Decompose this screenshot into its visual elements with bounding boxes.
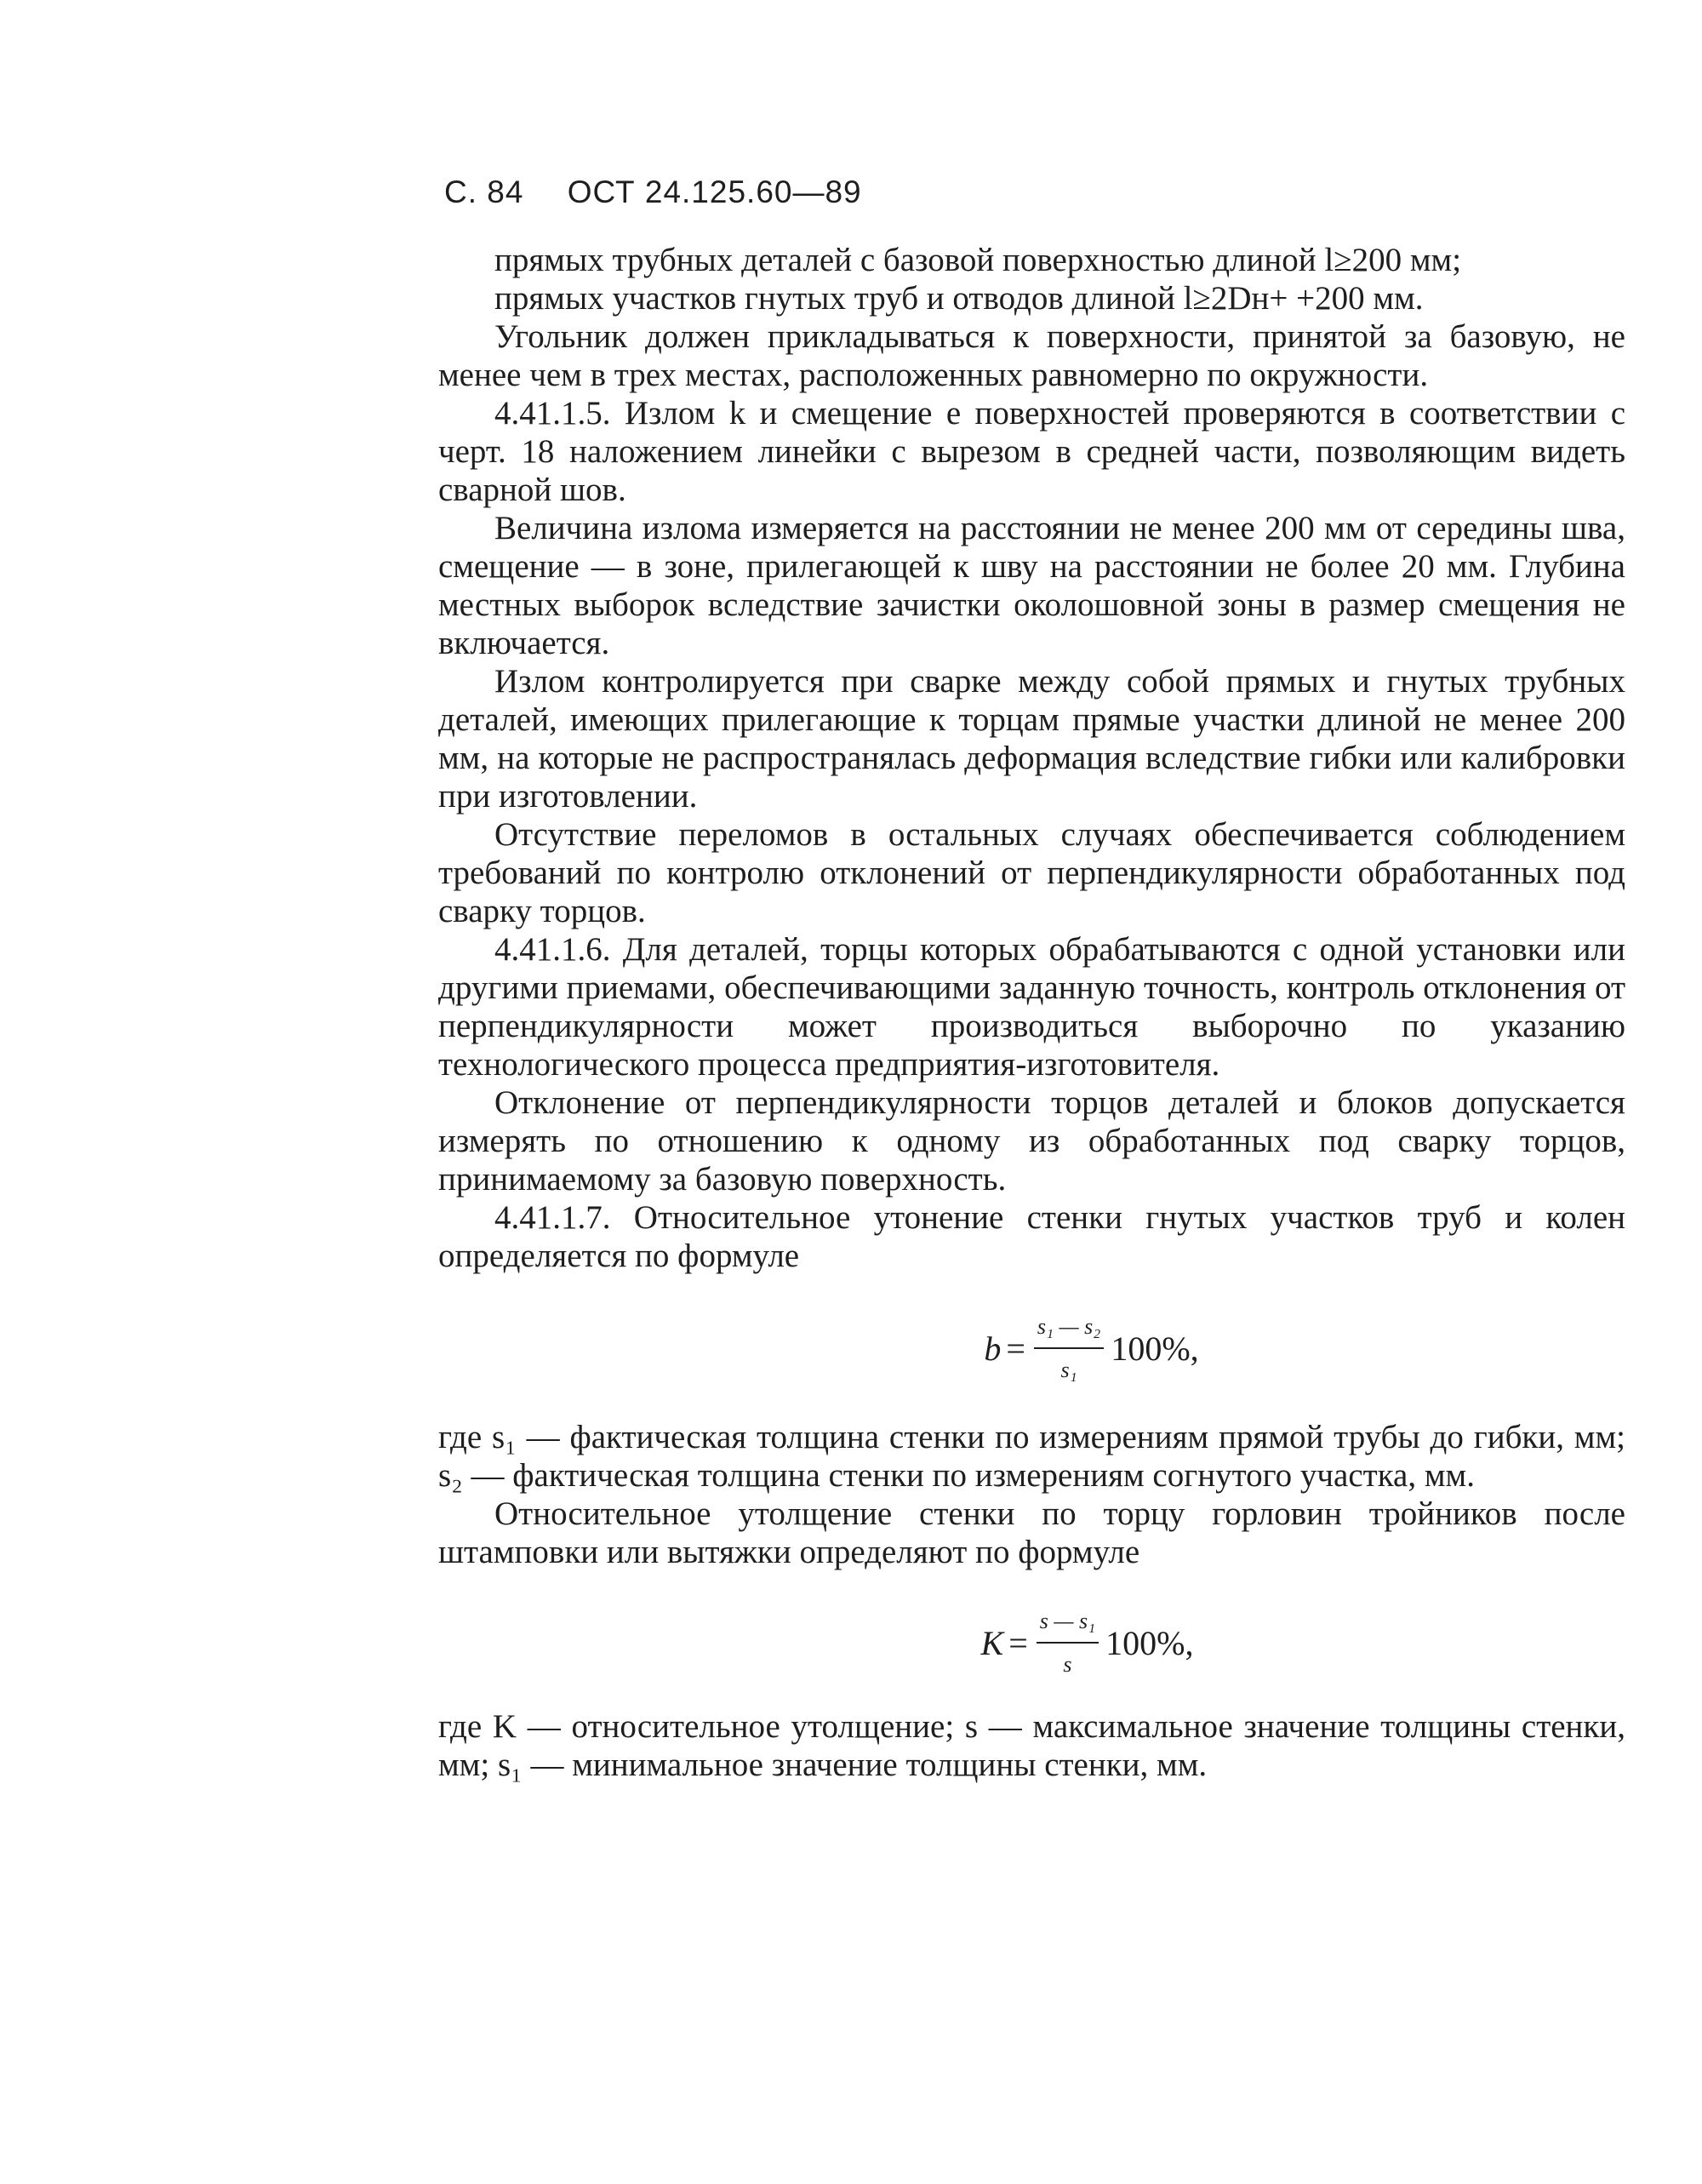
formula-lhs: K [980,1623,1004,1662]
paragraph: где s₁ — фактическая толщина стенки по измерениям прямой трубы до гибки, мм; s₂ — фактическая толщина стенки по измерениям согнутого участка, мм. [438,1419,1625,1494]
body-text [438,241,1625,1784]
page-number: С. 84 [444,174,524,209]
document-code: ОСТ 24.125.60—89 [567,174,862,209]
formula-denominator: s [1063,1652,1072,1677]
paragraph: Угольник должен прикладываться к поверхности, принятой за базовую, не менее чем в трех местах, расположенных равномерно по окружности. [438,318,1625,393]
paragraph: прямых участков гнутых труб и отводов длиной l≥2Dн+ +200 мм. [494,280,1424,317]
formula-thinning [438,1307,1625,1389]
paragraph: Величина излома измеряется на расстоянии не менее 200 мм от середины шва, смещение — в зоне, прилегающей к шву на расстоянии не более 20 мм. Глубина местных выборок вследствие зачистки околошовной зоны в размер смещения не включается. [438,510,1625,661]
paragraph: 4.41.1.7. Относительное утонение стенки гнутых участков труб и колен определяется по формуле [438,1199,1625,1274]
formula-denominator: s₁ [1060,1358,1077,1382]
paragraph: где K — относительное утолщение; s — максимальное значение толщины стенки, мм; s₁ — минимальное значение толщины стенки, мм. [438,1708,1625,1783]
formula-equals: = [1006,1329,1025,1368]
formula-tail: 100%, [1111,1329,1199,1368]
paragraph: Отклонение от перпендикулярности торцов деталей и блоков допускается измерять по отношению к одному из обработанных под сварку торцов, принимаемому за базовую поверхность. [438,1084,1625,1198]
paragraph: Излом контролируется при сварке между собой прямых и гнутых трубных деталей, имеющих прилегающие к торцам прямые участки длиной не менее 200 мм, на которые не распространялась деформация вследствие гибки или калибровки при изготовлении. [438,663,1625,815]
formula-thickening [438,1602,1625,1684]
paragraph: Относительное утолщение стенки по торцу горловин тройников после штамповки или вытяжки определяют по формуле [438,1495,1625,1570]
formula-lhs: b [984,1329,1002,1368]
paragraph: 4.41.1.5. Излом k и смещение e поверхностей проверяются в соответствии с черт. 18 наложением линейки с вырезом в средней части, позволяющим видеть сварной шов. [438,395,1625,508]
formula-numerator: s — s₁ [1037,1602,1099,1644]
formula-equals: = [1008,1623,1028,1662]
page-header [444,174,862,210]
paragraph: 4.41.1.6. Для деталей, торцы которых обрабатываются с одной установки или другими приемами, обеспечивающими заданную точность, контроль отклонения от перпендикулярности может производиться выборочно по указанию технологического процесса предприятия-изготовителя. [438,931,1625,1083]
paragraph: прямых трубных деталей с базовой поверхностью длиной l≥200 мм; [494,242,1462,278]
formula-tail: 100%, [1105,1623,1194,1662]
formula-fraction [1034,1307,1104,1389]
formula-fraction [1037,1602,1099,1684]
paragraph: Отсутствие переломов в остальных случаях обеспечивается соблюдением требований по контролю отклонений от перпендикулярности обработанных под сварку торцов. [438,816,1625,929]
formula-numerator: s₁ — s₂ [1034,1307,1104,1349]
